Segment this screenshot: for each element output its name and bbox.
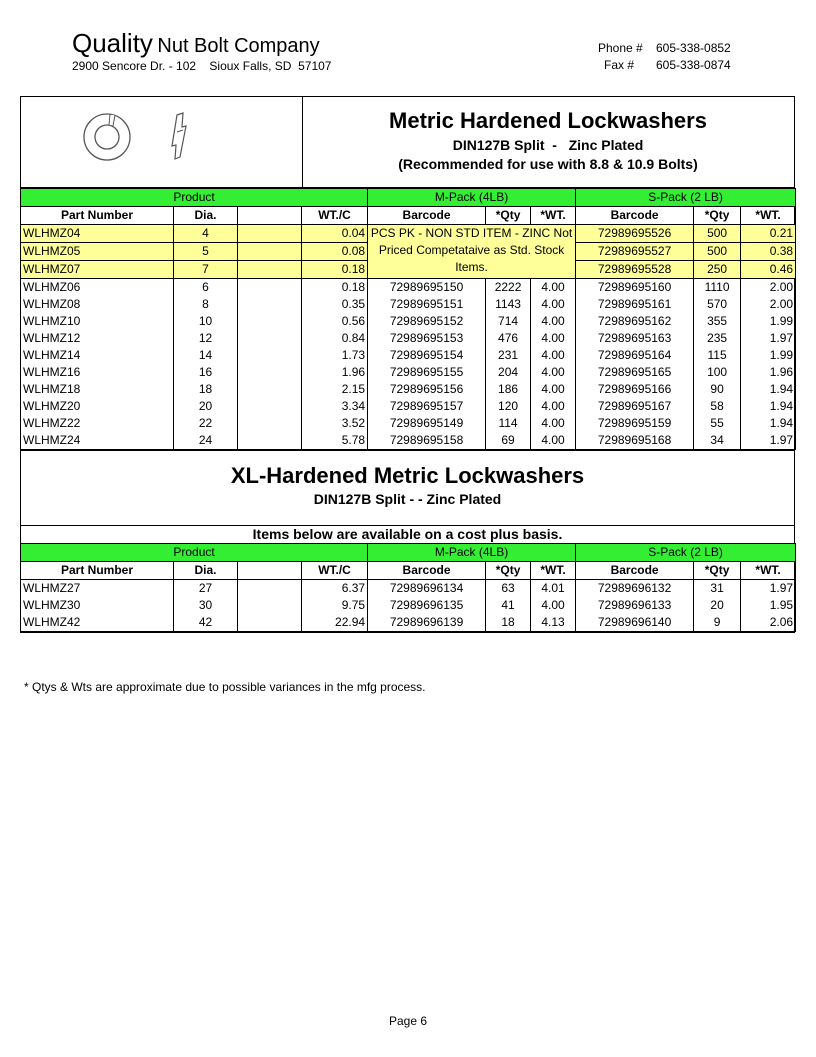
xl-lockwasher-table bbox=[20, 543, 796, 632]
cell-m-wt: 4.00 bbox=[531, 432, 576, 450]
cell-m-wt: 4.00 bbox=[531, 381, 576, 398]
cell-wt: 22.94 bbox=[302, 614, 368, 632]
cell-dia: 12 bbox=[174, 330, 238, 347]
cell-blank bbox=[238, 381, 302, 398]
col-wt: WT./C bbox=[302, 562, 368, 580]
cell-wt: 0.18 bbox=[302, 279, 368, 297]
col-s-barcode: Barcode bbox=[576, 562, 694, 580]
group-spack: S-Pack (2 LB) bbox=[576, 544, 796, 562]
col-s-qty: *Qty bbox=[694, 562, 741, 580]
cell-dia: 8 bbox=[174, 296, 238, 313]
cell-m-barcode: 72989696139 bbox=[368, 614, 486, 632]
company-name-rest: Nut Bolt Company bbox=[157, 35, 320, 57]
cell-blank bbox=[238, 398, 302, 415]
cell-blank bbox=[238, 296, 302, 313]
cell-s-barcode: 72989695164 bbox=[576, 347, 694, 364]
cell-wt: 0.08 bbox=[302, 243, 368, 261]
col-s-qty: *Qty bbox=[694, 207, 741, 225]
cell-s-barcode: 72989695526 bbox=[576, 225, 694, 243]
table-row bbox=[21, 432, 796, 450]
cell-m-barcode: 72989695153 bbox=[368, 330, 486, 347]
cell-blank bbox=[238, 415, 302, 432]
cell-m-qty: 204 bbox=[486, 364, 531, 381]
cell-m-wt: 4.00 bbox=[531, 330, 576, 347]
col-dia: Dia. bbox=[174, 562, 238, 580]
col-part-number: Part Number bbox=[21, 207, 174, 225]
cell-s-wt: 1.94 bbox=[741, 381, 796, 398]
cell-s-barcode: 72989695161 bbox=[576, 296, 694, 313]
cell-blank bbox=[238, 347, 302, 364]
cell-m-barcode: 72989695158 bbox=[368, 432, 486, 450]
cell-s-qty: 1110 bbox=[694, 279, 741, 297]
table-row bbox=[21, 313, 796, 330]
cell-m-wt: 4.00 bbox=[531, 597, 576, 614]
group-product: Product bbox=[21, 544, 368, 562]
cell-m-barcode: 72989695154 bbox=[368, 347, 486, 364]
cell-m-barcode: 72989695150 bbox=[368, 279, 486, 297]
cell-blank bbox=[238, 279, 302, 297]
cell-dia: 5 bbox=[174, 243, 238, 261]
cell-s-wt: 1.97 bbox=[741, 330, 796, 347]
col-blank bbox=[238, 207, 302, 225]
cell-wt: 3.52 bbox=[302, 415, 368, 432]
col-m-wt: *WT. bbox=[531, 207, 576, 225]
cell-blank bbox=[238, 243, 302, 261]
cell-part: WLHMZ05 bbox=[21, 243, 174, 261]
cell-m-qty: 186 bbox=[486, 381, 531, 398]
cell-part: WLHMZ06 bbox=[21, 279, 174, 297]
phone-row bbox=[598, 40, 731, 57]
cell-s-qty: 90 bbox=[694, 381, 741, 398]
cell-blank bbox=[238, 580, 302, 598]
section1-subtitle: DIN127B Split - Zinc Plated bbox=[452, 137, 644, 153]
cell-m-wt: 4.00 bbox=[531, 364, 576, 381]
group-mpack: M-Pack (4LB) bbox=[368, 544, 576, 562]
column-header-row bbox=[21, 562, 796, 580]
cell-s-wt: 1.97 bbox=[741, 580, 796, 598]
cell-wt: 0.84 bbox=[302, 330, 368, 347]
col-part-number: Part Number bbox=[21, 562, 174, 580]
cell-s-barcode: 72989696133 bbox=[576, 597, 694, 614]
fax-number: 605-338-0874 bbox=[656, 58, 731, 72]
table-row bbox=[21, 415, 796, 432]
cell-m-wt: 4.00 bbox=[531, 279, 576, 297]
cell-dia: 22 bbox=[174, 415, 238, 432]
cell-s-barcode: 72989695528 bbox=[576, 261, 694, 279]
cell-m-qty: 63 bbox=[486, 580, 531, 598]
cell-m-qty: 18 bbox=[486, 614, 531, 632]
cell-m-barcode: 72989695157 bbox=[368, 398, 486, 415]
cell-wt: 0.35 bbox=[302, 296, 368, 313]
lockwasher-split-side-icon bbox=[172, 113, 186, 159]
cell-s-wt: 1.99 bbox=[741, 347, 796, 364]
table-row bbox=[21, 580, 796, 598]
cell-s-wt: 1.95 bbox=[741, 597, 796, 614]
cell-s-barcode: 72989695166 bbox=[576, 381, 694, 398]
phone-label: Phone # bbox=[598, 41, 643, 55]
cell-s-qty: 55 bbox=[694, 415, 741, 432]
cell-s-wt: 0.46 bbox=[741, 261, 796, 279]
cell-m-qty: 2222 bbox=[486, 279, 531, 297]
cell-part: WLHMZ07 bbox=[21, 261, 174, 279]
cell-part: WLHMZ42 bbox=[21, 614, 174, 632]
cell-part: WLHMZ12 bbox=[21, 330, 174, 347]
cell-wt: 1.96 bbox=[302, 364, 368, 381]
group-mpack: M-Pack (4LB) bbox=[368, 189, 576, 207]
cell-s-qty: 58 bbox=[694, 398, 741, 415]
cell-m-wt: 4.00 bbox=[531, 415, 576, 432]
cell-m-barcode: 72989695156 bbox=[368, 381, 486, 398]
contact-block bbox=[598, 40, 731, 74]
cell-blank bbox=[238, 261, 302, 279]
cell-m-wt: 4.01 bbox=[531, 580, 576, 598]
section1-header bbox=[21, 97, 794, 188]
cell-m-barcode: 72989695149 bbox=[368, 415, 486, 432]
cell-m-qty: 41 bbox=[486, 597, 531, 614]
cell-s-wt: 1.96 bbox=[741, 364, 796, 381]
cell-s-wt: 1.99 bbox=[741, 313, 796, 330]
cell-blank bbox=[238, 330, 302, 347]
cell-s-barcode: 72989695163 bbox=[576, 330, 694, 347]
metric-lockwasher-table bbox=[20, 188, 796, 450]
group-product: Product bbox=[21, 189, 368, 207]
cell-s-qty: 235 bbox=[694, 330, 741, 347]
footnote: * Qtys & Wts are approximate due to possible variances in the mfg process. bbox=[24, 680, 426, 694]
company-address: 2900 Sencore Dr. - 102 Sioux Falls, SD 57107 bbox=[72, 59, 332, 73]
col-m-qty: *Qty bbox=[486, 207, 531, 225]
cell-part: WLHMZ14 bbox=[21, 347, 174, 364]
table-row bbox=[21, 381, 796, 398]
cell-s-wt: 1.94 bbox=[741, 415, 796, 432]
cell-blank bbox=[238, 432, 302, 450]
table-row bbox=[21, 279, 796, 297]
page-number: Page 6 bbox=[388, 1014, 428, 1028]
cell-part: WLHMZ10 bbox=[21, 313, 174, 330]
cell-s-barcode: 72989695527 bbox=[576, 243, 694, 261]
group-header-row bbox=[21, 189, 796, 207]
col-m-qty: *Qty bbox=[486, 562, 531, 580]
table-row bbox=[21, 614, 796, 632]
cell-blank bbox=[238, 364, 302, 381]
cell-m-wt: 4.00 bbox=[531, 398, 576, 415]
cell-blank bbox=[238, 225, 302, 243]
non-std-note: PCS PK - NON STD ITEM - ZINC Not Priced Competataive as Std. Stock Items. bbox=[368, 225, 576, 279]
cell-part: WLHMZ16 bbox=[21, 364, 174, 381]
cell-s-qty: 34 bbox=[694, 432, 741, 450]
fax-row bbox=[598, 57, 731, 74]
section1-recommendation: (Recommended for use with 8.8 & 10.9 Bolts) bbox=[398, 156, 698, 172]
cell-dia: 14 bbox=[174, 347, 238, 364]
cell-part: WLHMZ08 bbox=[21, 296, 174, 313]
cell-part: WLHMZ22 bbox=[21, 415, 174, 432]
cell-s-barcode: 72989695168 bbox=[576, 432, 694, 450]
cell-s-barcode: 72989695162 bbox=[576, 313, 694, 330]
cell-s-barcode: 72989695165 bbox=[576, 364, 694, 381]
cell-m-barcode: 72989695151 bbox=[368, 296, 486, 313]
cell-wt: 6.37 bbox=[302, 580, 368, 598]
cell-m-qty: 114 bbox=[486, 415, 531, 432]
col-m-barcode: Barcode bbox=[368, 207, 486, 225]
product-sheet bbox=[20, 96, 795, 633]
cell-part: WLHMZ20 bbox=[21, 398, 174, 415]
cell-part: WLHMZ30 bbox=[21, 597, 174, 614]
cell-wt: 3.34 bbox=[302, 398, 368, 415]
cell-blank bbox=[238, 597, 302, 614]
cell-dia: 30 bbox=[174, 597, 238, 614]
cell-wt: 9.75 bbox=[302, 597, 368, 614]
cell-m-barcode: 72989695152 bbox=[368, 313, 486, 330]
cell-part: WLHMZ18 bbox=[21, 381, 174, 398]
table-row bbox=[21, 225, 796, 243]
section2-subtitle: DIN127B Split - - Zinc Plated bbox=[313, 491, 502, 507]
lockwasher-ring-icon bbox=[84, 114, 130, 160]
cell-s-wt: 1.94 bbox=[741, 398, 796, 415]
section1-title-cell bbox=[302, 97, 794, 187]
cell-dia: 10 bbox=[174, 313, 238, 330]
lockwasher-illustration bbox=[21, 97, 302, 187]
cell-wt: 1.73 bbox=[302, 347, 368, 364]
cell-m-wt: 4.13 bbox=[531, 614, 576, 632]
cell-dia: 20 bbox=[174, 398, 238, 415]
company-name bbox=[72, 28, 320, 59]
col-m-barcode: Barcode bbox=[368, 562, 486, 580]
cell-s-barcode: 72989695160 bbox=[576, 279, 694, 297]
col-s-wt: *WT. bbox=[741, 562, 796, 580]
cell-m-qty: 714 bbox=[486, 313, 531, 330]
cell-m-barcode: 72989695155 bbox=[368, 364, 486, 381]
cell-m-qty: 120 bbox=[486, 398, 531, 415]
cell-dia: 16 bbox=[174, 364, 238, 381]
cell-wt: 0.18 bbox=[302, 261, 368, 279]
table-row bbox=[21, 296, 796, 313]
cell-wt: 0.56 bbox=[302, 313, 368, 330]
cell-s-barcode: 72989696140 bbox=[576, 614, 694, 632]
cell-s-qty: 115 bbox=[694, 347, 741, 364]
cell-s-qty: 500 bbox=[694, 225, 741, 243]
col-m-wt: *WT. bbox=[531, 562, 576, 580]
col-blank bbox=[238, 562, 302, 580]
col-wt: WT./C bbox=[302, 207, 368, 225]
cell-s-qty: 31 bbox=[694, 580, 741, 598]
cell-m-wt: 4.00 bbox=[531, 313, 576, 330]
group-spack: S-Pack (2 LB) bbox=[576, 189, 796, 207]
cell-part: WLHMZ24 bbox=[21, 432, 174, 450]
cell-m-qty: 231 bbox=[486, 347, 531, 364]
col-s-barcode: Barcode bbox=[576, 207, 694, 225]
cell-blank bbox=[238, 614, 302, 632]
cell-s-qty: 570 bbox=[694, 296, 741, 313]
column-header-row bbox=[21, 207, 796, 225]
cell-dia: 6 bbox=[174, 279, 238, 297]
availability-note: Items below are available on a cost plus basis. bbox=[21, 525, 794, 543]
section1-title: Metric Hardened Lockwashers bbox=[389, 108, 707, 133]
table-row bbox=[21, 364, 796, 381]
cell-s-qty: 9 bbox=[694, 614, 741, 632]
group-header-row bbox=[21, 544, 796, 562]
cell-s-qty: 250 bbox=[694, 261, 741, 279]
cell-m-wt: 4.00 bbox=[531, 296, 576, 313]
cell-s-wt: 2.06 bbox=[741, 614, 796, 632]
cell-m-barcode: 72989696135 bbox=[368, 597, 486, 614]
table-row bbox=[21, 347, 796, 364]
cell-m-qty: 476 bbox=[486, 330, 531, 347]
cell-dia: 4 bbox=[174, 225, 238, 243]
cell-wt: 0.04 bbox=[302, 225, 368, 243]
cell-s-wt: 2.00 bbox=[741, 296, 796, 313]
cell-wt: 2.15 bbox=[302, 381, 368, 398]
cell-s-barcode: 72989696132 bbox=[576, 580, 694, 598]
cell-part: WLHMZ04 bbox=[21, 225, 174, 243]
cell-s-qty: 500 bbox=[694, 243, 741, 261]
cell-s-barcode: 72989695167 bbox=[576, 398, 694, 415]
col-s-wt: *WT. bbox=[741, 207, 796, 225]
cell-dia: 24 bbox=[174, 432, 238, 450]
cell-s-qty: 100 bbox=[694, 364, 741, 381]
table-row bbox=[21, 597, 796, 614]
cell-s-qty: 355 bbox=[694, 313, 741, 330]
cell-wt: 5.78 bbox=[302, 432, 368, 450]
cell-dia: 7 bbox=[174, 261, 238, 279]
cell-s-wt: 1.97 bbox=[741, 432, 796, 450]
cell-s-wt: 0.21 bbox=[741, 225, 796, 243]
cell-dia: 18 bbox=[174, 381, 238, 398]
fax-label: Fax # bbox=[604, 58, 635, 72]
col-dia: Dia. bbox=[174, 207, 238, 225]
section2-header bbox=[21, 450, 794, 525]
cell-blank bbox=[238, 313, 302, 330]
table-row bbox=[21, 398, 796, 415]
table-row bbox=[21, 330, 796, 347]
cell-m-barcode: 72989696134 bbox=[368, 580, 486, 598]
cell-s-barcode: 72989695159 bbox=[576, 415, 694, 432]
cell-s-wt: 0.38 bbox=[741, 243, 796, 261]
cell-s-wt: 2.00 bbox=[741, 279, 796, 297]
cell-part: WLHMZ27 bbox=[21, 580, 174, 598]
company-name-quality: Quality bbox=[72, 28, 153, 58]
cell-m-wt: 4.00 bbox=[531, 347, 576, 364]
cell-dia: 27 bbox=[174, 580, 238, 598]
phone-number: 605-338-0852 bbox=[656, 41, 731, 55]
cell-dia: 42 bbox=[174, 614, 238, 632]
cell-m-qty: 69 bbox=[486, 432, 531, 450]
product-image-cell bbox=[21, 97, 303, 187]
cell-m-qty: 1143 bbox=[486, 296, 531, 313]
section2-title: XL-Hardened Metric Lockwashers bbox=[230, 463, 585, 488]
cell-s-qty: 20 bbox=[694, 597, 741, 614]
